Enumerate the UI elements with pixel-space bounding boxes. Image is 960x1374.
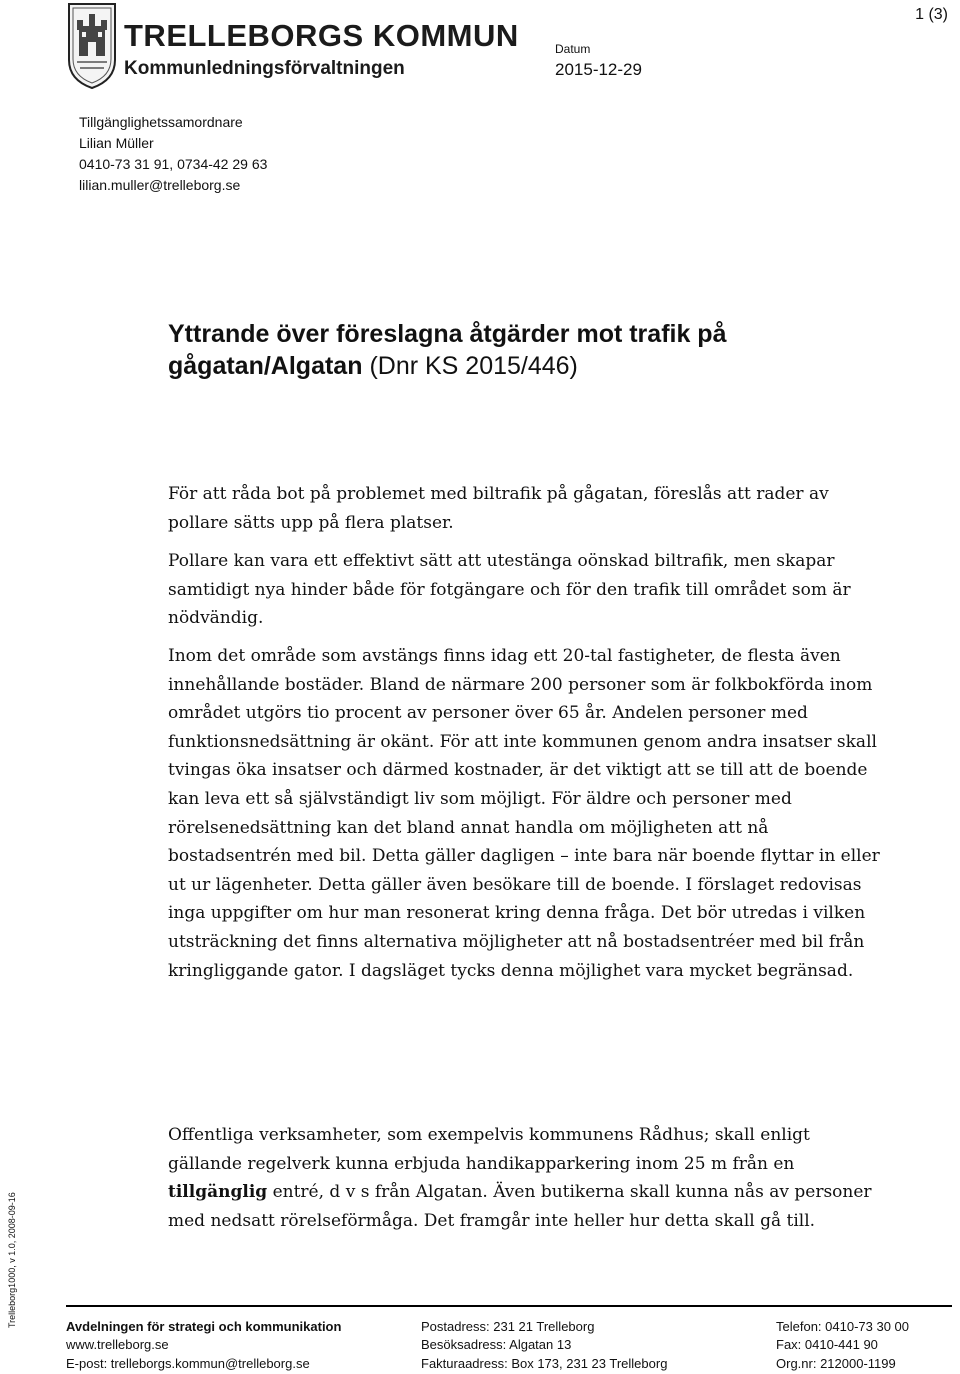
sender-block bbox=[79, 112, 267, 196]
paragraph-3: Inom det område som avstängs finns idag ett 20-tal fastigheter, de flesta även innehållande bostäder. Bland de närmare 200 personer som är folkbokförda inom området utgörs tio procent av personer över 65 år. Andelen personer med funktionsnedsättning är okänt. För att inte kommunen genom andra insatser skall tvingas öka insatser och därmed kostnader, är det viktigt att se till att de boende kan leva ett så självständigt liv som möjligt. För äldre och personer med rörelsenedsättning kan det bland annat handla om möjligheten att nå bostadsentrén med bil. Detta gäller dagligen – inte bara när boende flyttar in eller ut ur lägenheter. Detta gäller även besökare till de boende. I förslaget redovisas inga uppgifter om hur man resonerat kring denna fråga. Det bör utredas i vilken utsträckning det finns alternativa möjligheter att nå bostadsentréer med bil från kringliggande gator. I dagsläget tycks denna möjlighet vara mycket begränsad. bbox=[168, 646, 880, 981]
municipality-logo bbox=[66, 2, 519, 92]
document-title bbox=[168, 318, 868, 382]
footer-postal-address: Postadress: 231 21 Trelleborg bbox=[421, 1319, 595, 1334]
title-dnr: (Dnr KS 2015/446) bbox=[369, 352, 578, 380]
footer-org-number: Org.nr: 212000-1199 bbox=[776, 1355, 896, 1371]
date-value: 2015-12-29 bbox=[555, 60, 642, 79]
footer-email: E-post: trelleborgs.kommun@trelleborg.se bbox=[66, 1355, 310, 1371]
org-unit: Kommunledningsförvaltningen bbox=[124, 58, 405, 79]
paragraph-4 bbox=[168, 1121, 888, 1235]
sender-phone: 0410-73 31 91, 0734-42 29 63 bbox=[79, 156, 268, 172]
date-label: Datum bbox=[555, 42, 591, 56]
sender-name: Lilian Müller bbox=[79, 135, 154, 151]
org-name: TRELLEBORGS KOMMUN bbox=[124, 18, 519, 53]
sender-role: Tillgänglighetssamordnare bbox=[79, 114, 243, 130]
paragraph-4-emphasis: tillgänglig bbox=[168, 1182, 268, 1203]
footer-column-numbers bbox=[776, 1318, 909, 1373]
footer-website: www.trelleborg.se bbox=[66, 1337, 169, 1353]
footer-visit-address: Besöksadress: Algatan 13 bbox=[421, 1337, 572, 1353]
paragraph-4-text-b: entré, d v s från Algatan. Även butikerna skall kunna nås av personer med nedsatt rörelseförmåga. Det framgår inte heller hur detta skall gå till. bbox=[168, 1182, 872, 1231]
footer-column-addresses bbox=[421, 1318, 667, 1373]
footer-invoice-address: Fakturaadress: Box 173, 231 23 Trelleborg bbox=[421, 1355, 668, 1371]
footer-department: Avdelningen för strategi och kommunikation bbox=[66, 1319, 342, 1334]
footer-divider bbox=[66, 1305, 952, 1307]
title-main: Yttrande över föreslagna åtgärder mot trafik på gågatan/Algatan bbox=[168, 320, 727, 380]
page-number: 1 (3) bbox=[915, 6, 948, 23]
footer-phone: Telefon: 0410-73 30 00 bbox=[776, 1319, 909, 1334]
paragraph-4-text-a: Offentliga verksamheter, som exempelvis kommunens Rådhus; skall enligt gällande regelverk kunna erbjuda handikapparkering inom 25 m från en bbox=[168, 1125, 810, 1174]
paragraph-2: Pollare kan vara ett effektivt sätt att utestänga oönskad biltrafik, men skapar samtidigt nya hinder både för fotgängare och för den trafik till området som är nödvändig. bbox=[168, 551, 851, 629]
footer-fax: Fax: 0410-441 90 bbox=[776, 1337, 878, 1353]
footer-column-contact bbox=[66, 1318, 341, 1373]
paragraph-1: För att råda bot på problemet med biltrafik på gågatan, föreslås att rader av pollare sätts upp på flera platser. bbox=[168, 484, 829, 533]
template-version-label: Trelleborg1000, v 1.0, 2008-09-16 bbox=[7, 1192, 17, 1328]
coat-of-arms-icon bbox=[66, 2, 118, 90]
sender-email: lilian.muller@trelleborg.se bbox=[79, 177, 241, 193]
